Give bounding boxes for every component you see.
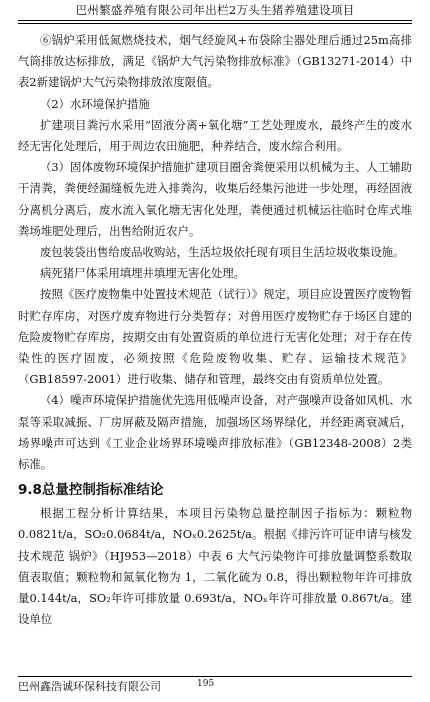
footer-company: 巴州鑫浩诚环保科技有限公司: [18, 680, 161, 693]
document-body: [18, 30, 412, 630]
paragraph-boiler: ⑥锅炉采用低氮燃烧技术，烟气经旋风+布袋除尘器处理后通过25m高排气筒排放达标排放，满足《锅炉大气污染物排放标准》（GB13271-2014）中表2新建锅炉大气污染物排放浓度限值。: [18, 33, 412, 90]
section-heading: 9.8总量控制指标准结论: [18, 482, 164, 499]
paragraph-total-control: 根据工程分析计算结果，本项目污染物总量控制因子指标为：颗粒物0.0821t/a，SO₂0.0684t/a，NOₓ0.2625t/a。根据《排污许可证申请与核发技术规范 锅炉》（HJ953—2018）中表 6 大气污染物许可排放量调整系数取值表取值；颗粒物和氮氧化物为 1，二氧化硫为 0.8，得出颗粒物年许可排放量0.144t/a，SO₂年许可排放量 0.693t/a，NOₓ年许可排放量 0.867t/a。建设单位: [18, 506, 412, 627]
paragraph-dead-pigs: 病死猪尸体采用填埋井填埋无害化处理。: [40, 266, 246, 281]
paragraph-solid-waste: （3）固体废物环境保护措施扩建项目圈舍粪便采用以机械为主、人工辅助干清粪，粪便经漏缝板先进入排粪沟，收集后经集污池进一步处理，再经固液分离机分离后，废水流入氧化塘无害化处理，粪便通过机械运往临时仓库式堆粪场堆肥处理后，出售给附近农户。: [18, 160, 412, 238]
paragraph-packaging: 废包装袋出售给废品收购站，生活垃圾依托现有项目生活垃圾收集设施。: [40, 245, 405, 260]
paragraph-medical-waste: 按照《医疗废物集中处置技术规范（试行）》规定，项目应设置医疗废物暂时贮存库房，对医疗废弃物进行分类暂存；对兽用医疗废物贮存于场区自建的危险废物贮存库房，按期交由有处置资质的单位进行无害化处理；对于存在传染性的医疗固废，必须按照《危险废物收集、贮存、运输技术规范》（GB18597-2001）进行收集、储存和管理，最终交由有资质单位处置。: [18, 287, 412, 387]
paragraph-water: 扩建项目粪污水采用“固液分离+氧化塘”工艺处理废水，最终产生的废水经无害化处理后，用于周边农田施肥，种养结合，废水综合利用。: [18, 117, 412, 154]
page-number: 195: [197, 679, 215, 689]
header-rule-thin: [18, 23, 412, 24]
header-rule-thick: [18, 20, 412, 21]
page-header-title: 巴州繁盛养殖有限公司年出栏2万头生猪养殖建设项目: [75, 3, 355, 17]
paragraph-water-heading: （2）水环境保护措施: [40, 96, 150, 111]
paragraph-noise: （4）噪声环境保护措施优先选用低噪声设备，对产强噪声设备如风机、水泵等采取减振、厂房屏蔽及隔声措施，加强场区场界绿化，并经距离衰减后，场界噪声可达到《工业企业场界环境噪声排放标准》（GB12348-2008）2类标准。: [18, 393, 412, 472]
footer-rule: [18, 676, 412, 677]
